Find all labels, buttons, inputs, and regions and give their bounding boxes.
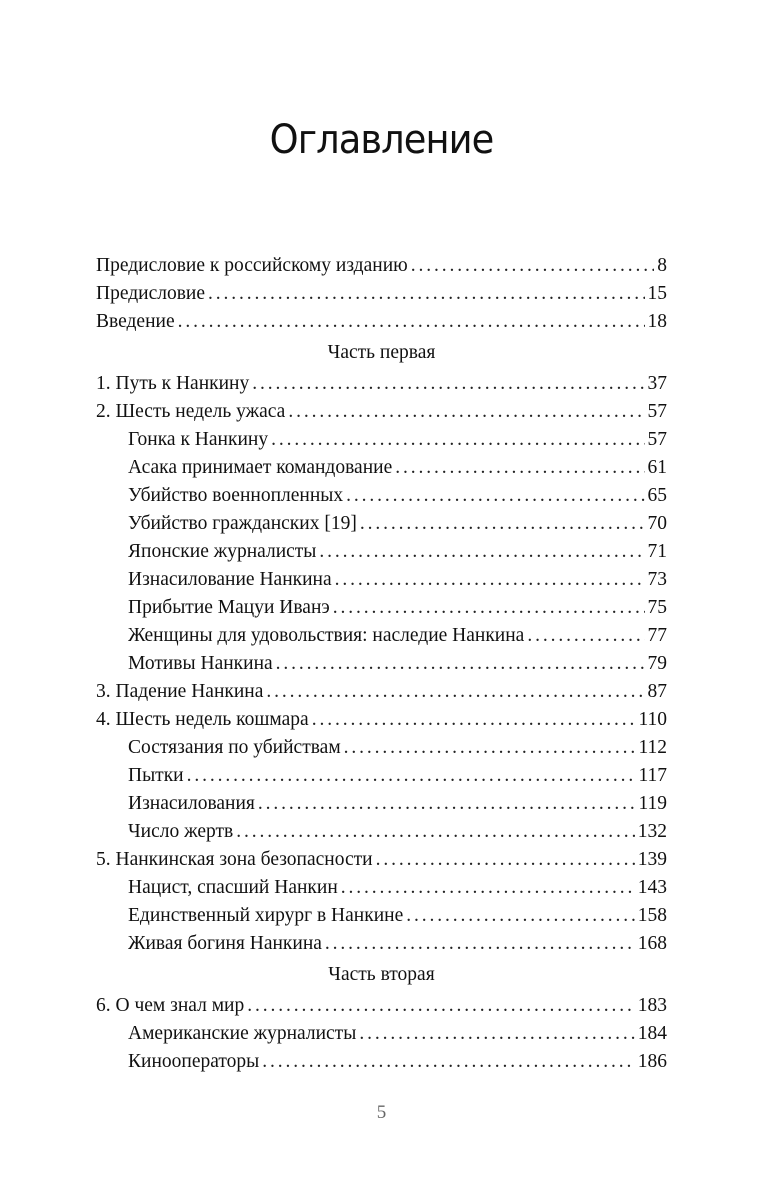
toc-entry-title: 3. Падение Нанкина <box>96 681 264 702</box>
toc-entry-page: 15 <box>647 283 667 304</box>
toc-section[interactable] <box>96 426 667 454</box>
toc-leader-dots <box>527 622 644 650</box>
toc-leader-dots <box>247 992 635 1020</box>
toc-entry-title: Кинооператоры <box>128 1051 260 1072</box>
toc-entry-title: Число жертв <box>128 821 234 842</box>
toc-entry-page: 18 <box>647 311 667 332</box>
toc-entry-title: Предисловие к российскому изданию <box>96 255 408 276</box>
toc-entry-title: Мотивы Нанкина <box>128 653 273 674</box>
toc-entry-page: 143 <box>637 877 667 898</box>
toc-section[interactable] <box>96 818 667 846</box>
toc-entry-page: 65 <box>647 485 667 506</box>
toc-entry-title: Асака принимает командование <box>128 457 393 478</box>
toc-leader-dots <box>271 426 644 454</box>
toc-section[interactable] <box>96 1048 667 1076</box>
part-heading: Часть вторая <box>328 964 435 985</box>
toc-section[interactable] <box>96 734 667 762</box>
toc-entry-title: Японские журналисты <box>128 541 317 562</box>
toc-leader-dots <box>312 706 636 734</box>
toc-entry-title: Изнасилования <box>128 793 255 814</box>
toc-chapter[interactable] <box>96 706 667 734</box>
toc-entry-page: 110 <box>638 709 667 730</box>
toc-leader-dots <box>341 874 635 902</box>
toc-leader-dots <box>178 308 645 336</box>
toc-leader-dots <box>333 594 645 622</box>
toc-entry-page: 183 <box>637 995 667 1016</box>
toc-entry-page: 158 <box>637 905 667 926</box>
toc-leader-dots <box>187 762 636 790</box>
toc-leader-dots <box>346 482 644 510</box>
toc-entry-title: 5. Нанкинская зона безопасности <box>96 849 373 870</box>
toc-leader-dots <box>360 510 645 538</box>
toc-section[interactable] <box>96 482 667 510</box>
toc-entry[interactable] <box>96 308 667 336</box>
toc-entry-page: 73 <box>647 569 667 590</box>
toc-entry-title: Прибытие Мацуи Иванэ <box>128 597 330 618</box>
toc-entry-title: Живая богиня Нанкина <box>128 933 322 954</box>
toc-leader-dots <box>262 1048 635 1076</box>
toc-entry-title: Изнасилование Нанкина <box>128 569 332 590</box>
toc-entry-page: 57 <box>647 429 667 450</box>
toc-leader-dots <box>411 252 655 280</box>
toc-entry-title: 1. Путь к Нанкину <box>96 373 250 394</box>
toc-leader-dots <box>276 650 645 678</box>
page-number: 5 <box>376 1102 387 1123</box>
toc-leader-dots <box>376 846 635 874</box>
toc-section[interactable] <box>96 622 667 650</box>
toc-entry-title: 6. О чем знал мир <box>96 995 245 1016</box>
toc-leader-dots <box>258 790 636 818</box>
toc-section[interactable] <box>96 1020 667 1048</box>
toc-leader-dots <box>252 370 644 398</box>
toc-entry-page: 119 <box>638 793 667 814</box>
toc-section[interactable] <box>96 510 667 538</box>
toc-leader-dots <box>406 902 635 930</box>
toc-leader-dots <box>208 280 644 308</box>
toc-section[interactable] <box>96 594 667 622</box>
toc-leader-dots <box>319 538 644 566</box>
toc-entry-title: Состязания по убийствам <box>128 737 341 758</box>
toc-entry-page: 75 <box>647 597 667 618</box>
toc-chapter[interactable] <box>96 370 667 398</box>
toc-chapter[interactable] <box>96 846 667 874</box>
toc-entry-page: 71 <box>647 541 667 562</box>
part-heading: Часть первая <box>327 342 436 363</box>
table-of-contents <box>96 252 667 1076</box>
toc-leader-dots <box>395 454 644 482</box>
toc-section[interactable] <box>96 454 667 482</box>
toc-entry-title: Единственный хирург в Нанкине <box>128 905 404 926</box>
toc-entry-page: 168 <box>637 933 667 954</box>
toc-leader-dots <box>344 734 636 762</box>
toc-entry-page: 57 <box>647 401 667 422</box>
page-title: Оглавление <box>269 117 494 163</box>
toc-entry[interactable] <box>96 252 667 280</box>
toc-entry-page: 184 <box>637 1023 667 1044</box>
toc-entry[interactable] <box>96 280 667 308</box>
toc-entry-page: 87 <box>647 681 667 702</box>
toc-entry-page: 77 <box>647 625 667 646</box>
toc-section[interactable] <box>96 874 667 902</box>
toc-entry-title: Предисловие <box>96 283 206 304</box>
toc-entry-title: Убийство военнопленных <box>128 485 344 506</box>
toc-chapter[interactable] <box>96 992 667 1020</box>
toc-leader-dots <box>359 1020 634 1048</box>
toc-section[interactable] <box>96 790 667 818</box>
toc-leader-dots <box>335 566 645 594</box>
toc-entry-title: 4. Шесть недель кошмара <box>96 709 309 730</box>
toc-entry-title: Американские журналисты <box>128 1023 357 1044</box>
toc-entry-title: Убийство гражданских [19] <box>128 513 357 534</box>
toc-entry-page: 8 <box>657 255 667 276</box>
toc-entry-page: 117 <box>638 765 667 786</box>
toc-section[interactable] <box>96 538 667 566</box>
toc-section[interactable] <box>96 902 667 930</box>
toc-entry-page: 79 <box>647 653 667 674</box>
toc-entry-title: Нацист, спасший Нанкин <box>128 877 338 898</box>
toc-section[interactable] <box>96 650 667 678</box>
toc-entry-page: 61 <box>647 457 667 478</box>
toc-leader-dots <box>236 818 635 846</box>
toc-entry-title: Гонка к Нанкину <box>128 429 269 450</box>
toc-entry-page: 132 <box>637 821 667 842</box>
toc-entry-page: 186 <box>637 1051 667 1072</box>
toc-entry-title: 2. Шесть недель ужаса <box>96 401 286 422</box>
toc-entry-title: Пытки <box>128 765 184 786</box>
toc-entry-title: Женщины для удовольствия: наследие Нанкина <box>128 625 525 646</box>
toc-section[interactable] <box>96 566 667 594</box>
toc-entry-page: 37 <box>647 373 667 394</box>
toc-entry-page: 139 <box>637 849 667 870</box>
toc-leader-dots <box>266 678 644 706</box>
toc-section[interactable] <box>96 930 667 958</box>
toc-entry-title: Введение <box>96 311 175 332</box>
toc-entry-page: 70 <box>647 513 667 534</box>
toc-chapter[interactable] <box>96 398 667 426</box>
toc-section[interactable] <box>96 762 667 790</box>
toc-chapter[interactable] <box>96 678 667 706</box>
toc-leader-dots <box>288 398 644 426</box>
toc-leader-dots <box>325 930 635 958</box>
toc-entry-page: 112 <box>638 737 667 758</box>
